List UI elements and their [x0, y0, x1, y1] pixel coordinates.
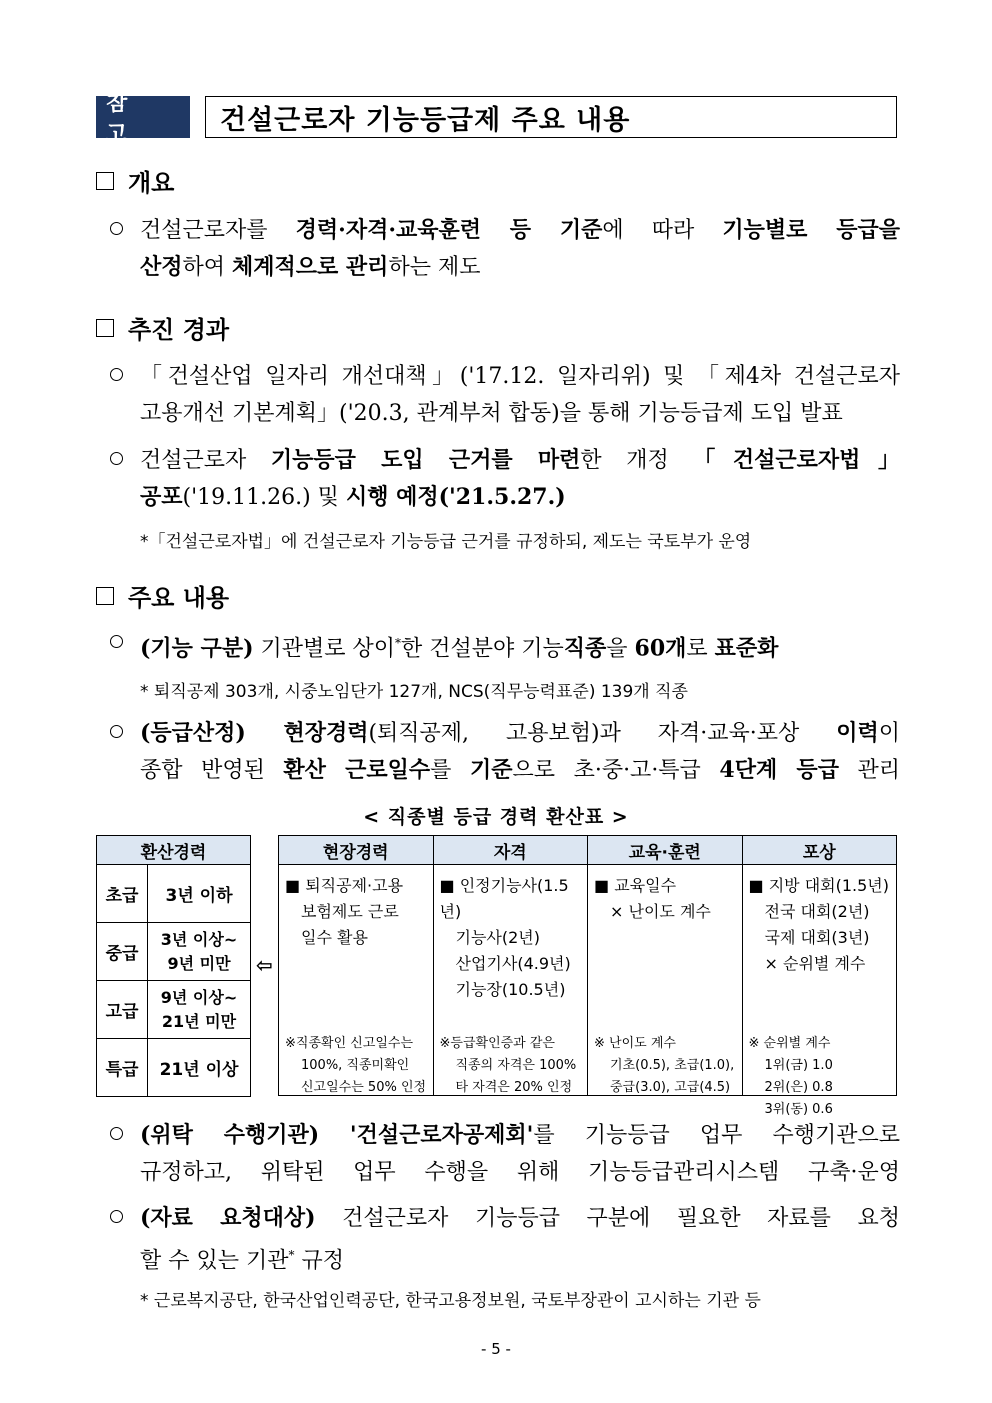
checkbox-square-icon	[96, 319, 114, 337]
para-line	[110, 715, 900, 752]
para-line	[110, 625, 900, 667]
text: ■ 지방 대회(1.5년)	[748, 876, 889, 895]
text: 표준화	[714, 635, 779, 662]
table-row	[97, 865, 251, 923]
table-row	[97, 1039, 251, 1097]
text: ('19.11.26.) 및	[182, 485, 346, 510]
footnote-marker: *	[395, 636, 401, 650]
section-heading-main	[96, 578, 229, 613]
text: 이력	[836, 720, 879, 746]
text: 기능사(2년)	[455, 928, 540, 947]
main-paragraph-1	[110, 625, 900, 667]
cell-note	[749, 1033, 893, 1121]
checkbox-square-icon	[96, 587, 114, 605]
para-line	[110, 1117, 900, 1154]
text: 산업기사(4.9년)	[455, 954, 571, 973]
para-line	[110, 212, 900, 249]
arrow-left-icon: ⇦	[256, 953, 273, 977]
range-cell	[148, 923, 251, 981]
text: 종합 반영된	[140, 758, 284, 783]
text: 시행 예정('21.5.27.)	[345, 484, 566, 510]
text: 「건설근로자법」	[693, 447, 900, 473]
table-header: 환산경력	[97, 836, 251, 865]
text: 기관별로 상이	[253, 636, 395, 662]
checkbox-square-icon	[96, 172, 114, 190]
text: 직종의 자격은 100%	[455, 1058, 577, 1073]
main-paragraph-4	[110, 1200, 900, 1279]
section-heading-progress	[96, 310, 229, 345]
cell-note	[440, 1033, 584, 1099]
text: × 순위별 계수	[764, 954, 866, 973]
main-footnote-1: * 퇴직공제 303개, 시중노임단가 127개, NCS(직무능력표준) 139개 직종	[140, 682, 688, 702]
text: 2위(은) 0.8	[764, 1080, 833, 1095]
text: 21년 미만	[161, 1011, 237, 1031]
text: (기능 구분)	[140, 635, 254, 662]
bullet-circle-icon	[110, 725, 123, 738]
footnote-marker: *	[288, 1248, 295, 1262]
para-line: 규정하고, 위탁된 업무 수행을 위해 기능등급관리시스템 구축·운영	[140, 1160, 900, 1185]
bullet-circle-icon	[110, 1127, 123, 1140]
page-title: 건설근로자 기능등급제 주요 내용	[205, 96, 897, 138]
progress-paragraph-2	[110, 442, 900, 516]
bullet-circle-icon	[110, 452, 123, 465]
progress-paragraph-1	[110, 358, 900, 432]
text: 할 수 있는 기관	[140, 1248, 289, 1274]
grade-conversion-table	[96, 835, 251, 1097]
table-header: 교육·훈련	[588, 836, 743, 865]
text: 을	[606, 636, 635, 662]
text: 4단계 등급	[719, 757, 839, 783]
text: 으로 초·중·고·특급	[512, 758, 720, 783]
overview-paragraph	[110, 212, 900, 286]
text: × 난이도 계수	[610, 902, 711, 921]
text: 이	[878, 721, 900, 746]
text: 직종	[563, 635, 607, 662]
page-number: - 5 -	[481, 1340, 511, 1358]
section-heading-text: 추진 경과	[128, 316, 230, 344]
text: ※ 난이도 계수	[594, 1036, 676, 1051]
section-heading-text: 주요 내용	[128, 584, 230, 612]
para-line: 고용개선 기본계획」('20.3, 관계부처 합동)을 통해 기능등급제 도입 발표	[140, 401, 843, 426]
para-line	[110, 442, 900, 479]
text: (자료 요청대상)	[140, 1205, 316, 1231]
text: 기능장(10.5년)	[455, 980, 566, 999]
text: 공포	[140, 484, 183, 510]
text: 한 건설분야 기능	[401, 636, 564, 662]
cell-main	[749, 873, 893, 977]
text: 하는 제도	[388, 255, 481, 280]
text: 3년 이상~	[160, 929, 238, 949]
cell-note	[594, 1033, 738, 1099]
text: 를	[430, 758, 470, 783]
text: ■ 인정기능사(1.5년)	[439, 876, 569, 921]
table-header: 자격	[433, 836, 588, 865]
text: 3위(동) 0.6	[764, 1102, 833, 1117]
main-paragraph-3	[110, 1117, 900, 1191]
text: ■ 교육일수	[594, 876, 677, 895]
text: ※등급확인증과 같은	[439, 1036, 555, 1051]
cell-note	[285, 1033, 429, 1099]
grade-cell: 특급	[97, 1039, 148, 1097]
bullet-circle-icon	[110, 222, 123, 235]
grade-cell: 고급	[97, 981, 148, 1039]
text: 를 기능등급 업무 수행기관으로	[533, 1123, 900, 1148]
education-cell	[588, 865, 743, 1096]
text: 한 개정	[580, 448, 694, 473]
para-line: 「건설산업 일자리 개선대책」('17.12. 일자리위) 및 「제4차 건설근로자	[140, 364, 900, 389]
bullet-circle-icon	[110, 368, 123, 381]
bullet-circle-icon	[110, 1210, 123, 1223]
text: 기준	[469, 757, 513, 783]
para-line	[110, 752, 900, 789]
text: 기능별로 등급을	[722, 217, 900, 243]
text: 100%, 직종미확인	[301, 1058, 410, 1073]
para-line	[110, 479, 900, 516]
text: 체계적으로 관리	[232, 254, 389, 280]
text: ■ 퇴직공제·고용	[285, 876, 404, 895]
main-paragraph-2	[110, 715, 900, 789]
table-row	[97, 923, 251, 981]
table-header: 포상	[742, 836, 897, 865]
text: 로	[686, 636, 715, 662]
cell-main	[440, 873, 584, 1003]
table-row	[97, 981, 251, 1039]
text: 에 따라	[602, 218, 723, 243]
table-caption: < 직종별 등급 경력 환산표 >	[363, 806, 629, 828]
text: (퇴직공제, 고용보험)과 자격·교육·포상	[368, 721, 837, 746]
certification-cell	[433, 865, 588, 1096]
text: 9년 이상~	[160, 987, 238, 1007]
text: 경력·자격·교육훈련 등 기준	[295, 217, 603, 243]
field-experience-cell	[279, 865, 434, 1096]
bullet-circle-icon	[110, 635, 123, 648]
table-row	[279, 865, 897, 1096]
grade-cell: 초급	[97, 865, 148, 923]
text: 건설근로자를	[140, 218, 296, 243]
cell-main	[594, 873, 738, 925]
para-line	[110, 249, 900, 286]
text: 9년 미만	[167, 953, 231, 973]
text: (위탁 수행기관) '건설근로자공제회'	[140, 1122, 534, 1148]
text: 건설근로자 기능등급 구분에 필요한 자료를 요청	[315, 1206, 900, 1231]
para-line	[110, 1200, 900, 1237]
text: 국제 대회(3년)	[764, 928, 870, 947]
text: 하여	[182, 255, 233, 280]
text: 건설근로자	[140, 448, 271, 473]
progress-footnote: *「건설근로자법」에 건설근로자 기능등급 근거를 규정하되, 제도는 국토부가 운영	[140, 532, 752, 552]
grade-cell: 중급	[97, 923, 148, 981]
text: 환산 근로일수	[283, 757, 431, 783]
para-line	[110, 1237, 900, 1279]
text: 타 자격은 20% 인정	[455, 1080, 573, 1095]
text: 규정	[294, 1248, 344, 1274]
text: 관리	[838, 758, 901, 783]
text: 신고일수는 50% 인정	[301, 1080, 427, 1095]
range-cell	[148, 981, 251, 1039]
text: 60개	[634, 635, 687, 662]
text: 산정	[140, 254, 183, 280]
text: ※ 순위별 계수	[748, 1036, 831, 1051]
section-heading-overview	[96, 163, 174, 198]
text: 중급(3.0), 고급(4.5)	[610, 1080, 731, 1095]
range-cell: 21년 이상	[148, 1039, 251, 1097]
award-cell	[742, 865, 897, 1117]
range-cell: 3년 이하	[148, 865, 251, 923]
text: 기초(0.5), 초급(1.0),	[610, 1058, 735, 1073]
criteria-table	[278, 835, 897, 1117]
text: 1위(금) 1.0	[764, 1058, 833, 1073]
table-header: 현장경력	[279, 836, 434, 865]
text: 보험제도 근로	[301, 902, 399, 921]
text: 전국 대회(2년)	[764, 902, 870, 921]
text: 기능등급 도입 근거를 마련	[270, 447, 581, 473]
text: (등급산정) 현장경력	[140, 720, 369, 746]
text: ※직종확인 신고일수는	[285, 1036, 414, 1051]
text: 일수 활용	[301, 928, 368, 947]
main-footnote-2: * 근로복지공단, 한국산업인력공단, 한국고용정보원, 국토부장관이 고시하는 기관 등	[140, 1291, 761, 1311]
reference-badge: 참 고	[96, 96, 190, 138]
section-heading-text: 개요	[128, 169, 175, 197]
cell-main	[285, 873, 429, 951]
